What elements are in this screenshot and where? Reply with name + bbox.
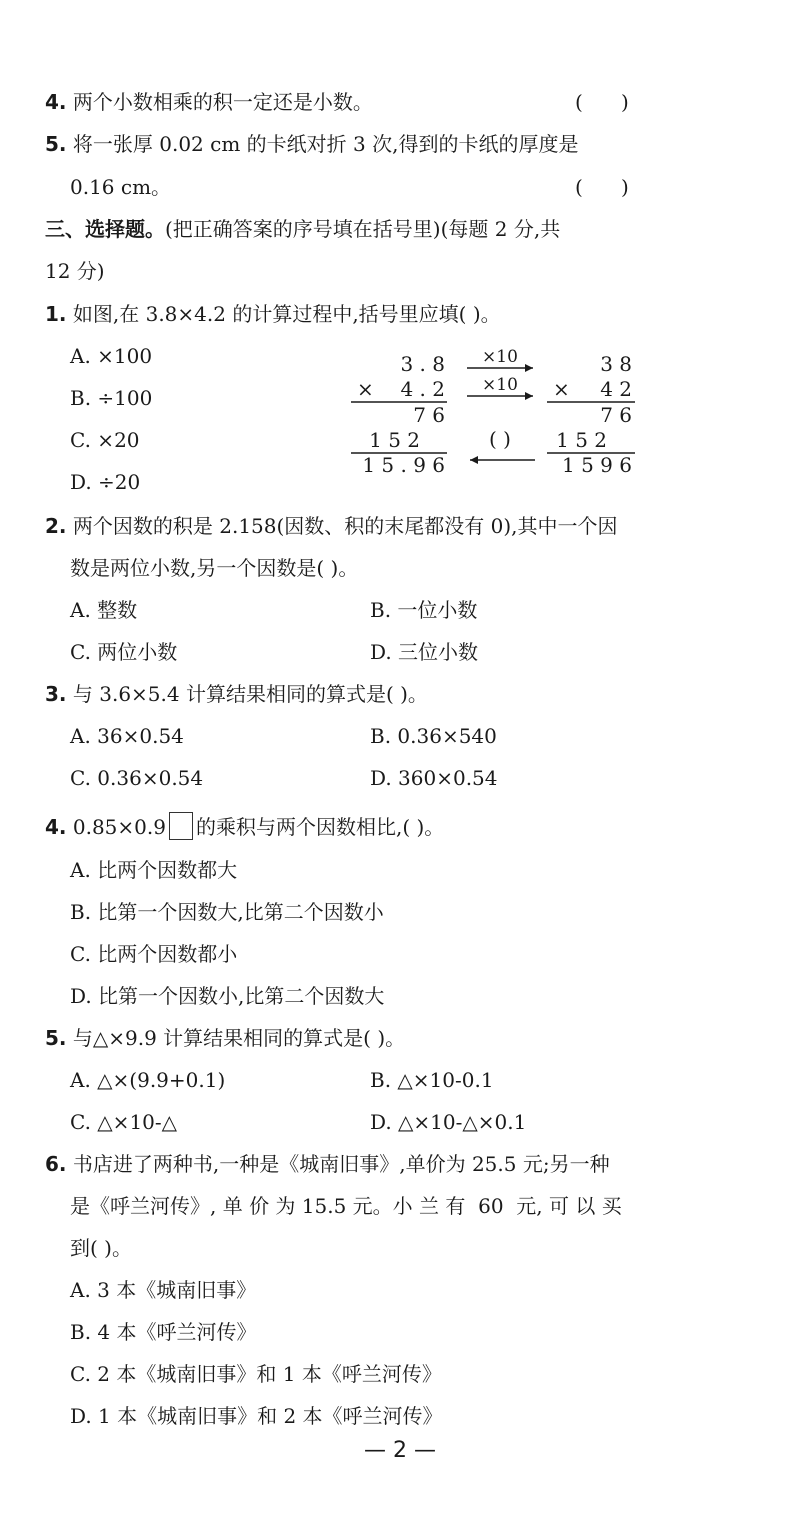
option-a[interactable]: A. △×(9.9+0.1) bbox=[70, 1068, 226, 1092]
option-c[interactable]: C. 比两个因数都小 bbox=[70, 942, 238, 966]
option-d[interactable]: D. 比第一个因数小,比第二个因数大 bbox=[70, 984, 385, 1008]
question-text: 两个小数相乘的积一定还是小数。 bbox=[72, 90, 373, 114]
mc-question-2 bbox=[45, 514, 618, 538]
question-text: 两个因数的积是 2.158(因数、积的末尾都没有 0),其中一个因 bbox=[72, 514, 618, 538]
question-text-cont: 到( )。 bbox=[70, 1236, 132, 1260]
calc-right-row2: 4 2 bbox=[600, 377, 632, 401]
answer-blank[interactable]: ( ) bbox=[575, 175, 629, 199]
section-heading bbox=[45, 217, 560, 241]
section-instruction: (把正确答案的序号填在括号里)(每题 2 分,共 bbox=[165, 217, 561, 241]
vertical-multiplication-figure bbox=[345, 344, 645, 484]
calc-left-row2: 4 . 2 bbox=[400, 377, 445, 401]
mc-question-1 bbox=[45, 302, 501, 326]
mc-question-6 bbox=[45, 1152, 610, 1176]
question-number: 4. bbox=[45, 815, 67, 839]
calc-right-row5: 1 5 9 6 bbox=[562, 453, 632, 477]
arrow-label-1: ×10 bbox=[482, 347, 518, 367]
arrow-label-2: ×10 bbox=[482, 375, 518, 395]
option-c[interactable]: C. 2 本《城南旧事》和 1 本《呼兰河传》 bbox=[70, 1362, 442, 1386]
question-text-post: 的乘积与两个因数相比,( )。 bbox=[195, 815, 445, 839]
option-d[interactable]: D. 360×0.54 bbox=[370, 766, 498, 790]
question-number: 2. bbox=[45, 514, 67, 538]
option-a[interactable]: A. 整数 bbox=[70, 598, 138, 622]
option-a[interactable]: A. 比两个因数都大 bbox=[70, 858, 238, 882]
judge-q4 bbox=[45, 90, 373, 114]
calc-right-row3: 7 6 bbox=[600, 403, 632, 427]
option-c[interactable]: C. 两位小数 bbox=[70, 640, 178, 664]
option-b[interactable]: B. 0.36×540 bbox=[370, 724, 497, 748]
mc-question-3 bbox=[45, 682, 428, 706]
question-text-cont: 是《呼兰河传》, 单 价 为 15.5 元。小 兰 有 60 元, 可 以 买 bbox=[70, 1194, 622, 1218]
question-text-cont: 0.16 cm。 bbox=[70, 175, 172, 199]
calc-left-row3: 7 6 bbox=[413, 403, 445, 427]
option-d[interactable]: D. ÷20 bbox=[70, 470, 141, 494]
question-number: 3. bbox=[45, 682, 67, 706]
option-d[interactable]: D. 三位小数 bbox=[370, 640, 479, 664]
option-b[interactable]: B. 4 本《呼兰河传》 bbox=[70, 1320, 257, 1344]
section-title: 三、选择题。 bbox=[45, 217, 165, 241]
arrow-blank[interactable]: ( ) bbox=[489, 427, 511, 451]
judge-q5 bbox=[45, 132, 578, 156]
question-text: 书店进了两种书,一种是《城南旧事》,单价为 25.5 元;另一种 bbox=[72, 1152, 610, 1176]
section-instruction-cont: 12 分) bbox=[45, 259, 105, 283]
option-b[interactable]: B. ÷100 bbox=[70, 386, 153, 410]
calc-right-row4: 1 5 2 bbox=[556, 428, 607, 452]
calc-left-row4: 1 5 2 bbox=[369, 428, 420, 452]
option-a[interactable]: A. ×100 bbox=[70, 344, 153, 368]
calc-right-times: × bbox=[553, 377, 570, 401]
question-text-cont: 数是两位小数,另一个因数是( )。 bbox=[70, 556, 359, 580]
calc-left-row1: 3 . 8 bbox=[400, 352, 445, 376]
option-b[interactable]: B. 比第一个因数大,比第二个因数小 bbox=[70, 900, 384, 924]
option-d[interactable]: D. △×10-△×0.1 bbox=[370, 1110, 527, 1134]
question-text-pre: 0.85×0.9 bbox=[72, 815, 166, 839]
option-b[interactable]: B. 一位小数 bbox=[370, 598, 478, 622]
question-number: 5. bbox=[45, 1026, 67, 1050]
option-c[interactable]: C. ×20 bbox=[70, 428, 140, 452]
question-number: 6. bbox=[45, 1152, 67, 1176]
blank-box[interactable] bbox=[169, 812, 193, 840]
question-text: 如图,在 3.8×4.2 的计算过程中,括号里应填( )。 bbox=[72, 302, 501, 326]
mc-question-4 bbox=[45, 812, 444, 840]
calc-left-times: × bbox=[357, 377, 374, 401]
option-b[interactable]: B. △×10-0.1 bbox=[370, 1068, 494, 1092]
question-text: 将一张厚 0.02 cm 的卡纸对折 3 次,得到的卡纸的厚度是 bbox=[72, 132, 579, 156]
question-number: 4. bbox=[45, 90, 67, 114]
option-a[interactable]: A. 36×0.54 bbox=[70, 724, 184, 748]
calc-right-row1: 3 8 bbox=[600, 352, 632, 376]
page-number: — 2 — bbox=[364, 1438, 436, 1463]
question-number: 5. bbox=[45, 132, 67, 156]
question-text: 与△×9.9 计算结果相同的算式是( )。 bbox=[72, 1026, 406, 1050]
calc-left-row5: 1 5 . 9 6 bbox=[362, 453, 445, 477]
mc-question-5 bbox=[45, 1026, 405, 1050]
question-number: 1. bbox=[45, 302, 67, 326]
option-c[interactable]: C. 0.36×0.54 bbox=[70, 766, 204, 790]
answer-blank[interactable]: ( ) bbox=[575, 90, 629, 114]
question-text: 与 3.6×5.4 计算结果相同的算式是( )。 bbox=[72, 682, 428, 706]
option-a[interactable]: A. 3 本《城南旧事》 bbox=[70, 1278, 257, 1302]
option-d[interactable]: D. 1 本《城南旧事》和 2 本《呼兰河传》 bbox=[70, 1404, 443, 1428]
option-c[interactable]: C. △×10-△ bbox=[70, 1110, 178, 1134]
